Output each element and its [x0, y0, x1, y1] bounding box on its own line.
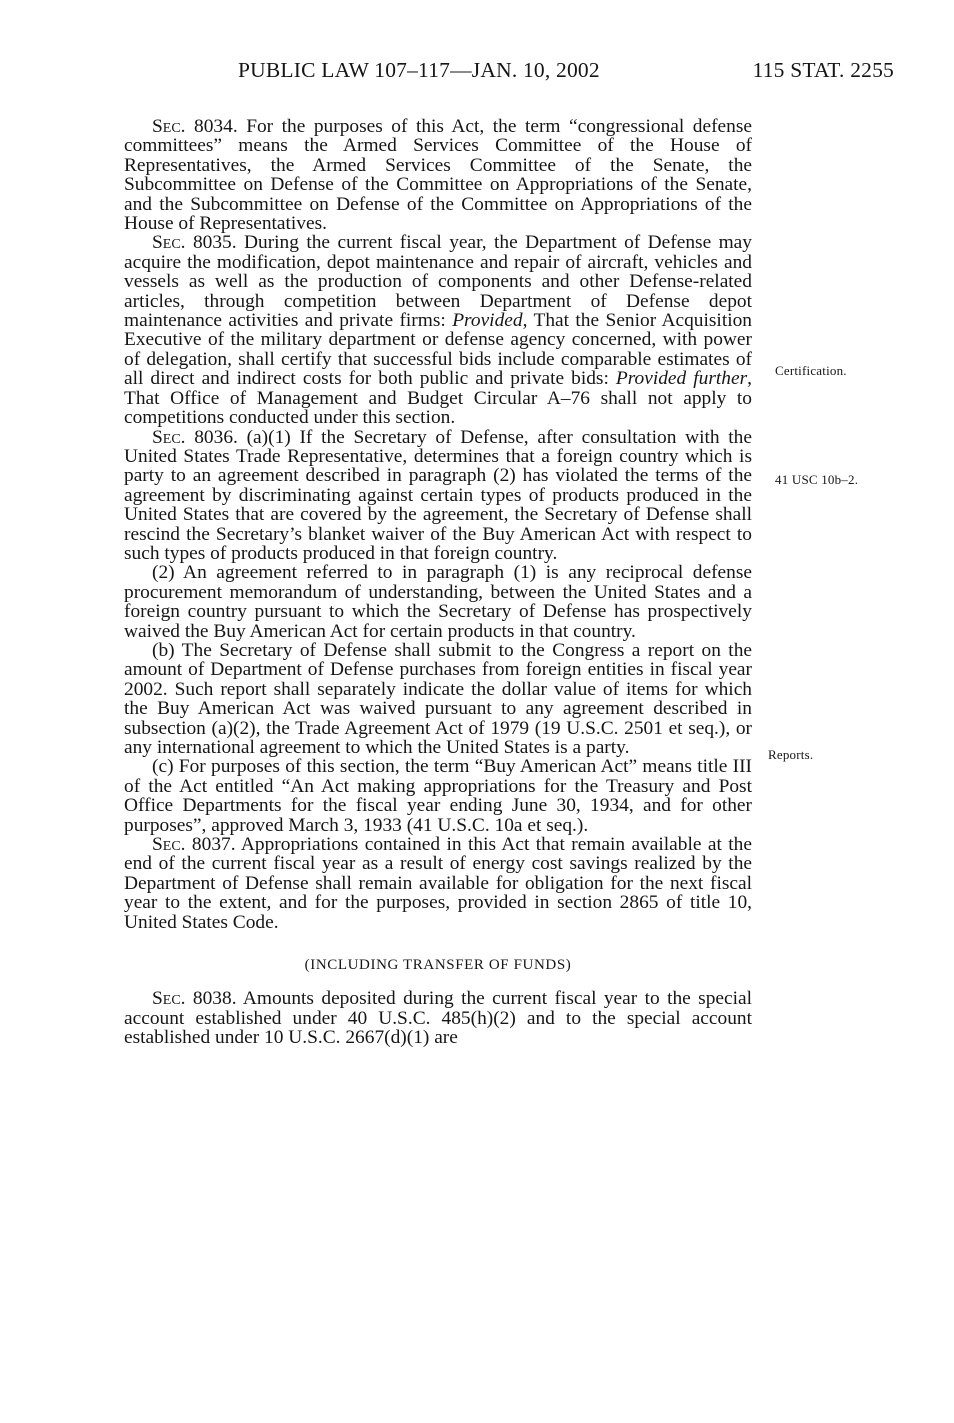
section-8036-a2: (2) An agreement referred to in paragraph (1) is any reciprocal defense procurement memorandum of understanding, between the United States and a foreign country pursuant to which the Secretary of Defense has prospectively waived the Buy American Act for certain products in that country. [124, 562, 752, 642]
body-text [124, 117, 752, 1048]
header-stat-page: 115 STAT. 2255 [752, 58, 894, 82]
proviso: Provided further [615, 368, 748, 390]
proviso: Provided [452, 310, 523, 332]
section-8034 [124, 117, 752, 233]
section-8037 [124, 835, 752, 932]
section-label: Sec. 8036. [152, 426, 238, 448]
section-8036-a1 [124, 428, 752, 564]
section-label: Sec. 8038. [152, 988, 237, 1010]
margin-note-usc: 41 USC 10b–2. [775, 472, 859, 487]
transfer-heading: (INCLUDING TRANSFER OF FUNDS) [304, 957, 572, 974]
section-8035 [124, 233, 752, 427]
page-header [238, 58, 894, 88]
section-text: Appropriations contained in this Act that remain available at the end of the current fiscal year as a result of energy cost savings realized by the Department of Defense shall remain available for obligation for the next fiscal year to the extent, and for the purposes, provided in section 2865 of title 10, United States Code. [124, 834, 752, 933]
header-citation: PUBLIC LAW 107–117—JAN. 10, 2002 [238, 58, 600, 82]
section-text: , That the Senior Acquisition Executive of the military department or defense agency concerned, with power of delegation, shall certify that successful bids include comparable estimates of all direct and indirect costs for both public and private bids: [124, 310, 752, 390]
section-label: Sec. 8034. [152, 116, 238, 137]
margin-note-reports: Reports. [768, 747, 814, 762]
section-label: Sec. 8035. [152, 232, 237, 254]
section-text: , That Office of Management and Budget Circular A–76 shall not apply to competitions conducted under this section. [124, 368, 752, 429]
section-8038 [124, 989, 752, 1047]
section-text: (a)(1) If the Secretary of Defense, after consultation with the United States Trade Representative, determines that a foreign country which is party to an agreement described in paragraph (2) has violated the terms of the agreement by discriminating against certain types of products produced in the United States that are covered by the agreement, the Secretary of Defense shall rescind the Secretary’s blanket waiver of the Buy American Act with respect to such types of products produced in that foreign country. [124, 426, 752, 564]
margin-note-certification: Certification. [775, 363, 847, 378]
section-label: Sec. 8037. [152, 834, 236, 856]
section-text: For the purposes of this Act, the term “congressional defense committees” means the Armed Services Committee of the House of Representatives, the Armed Services Committee of the Senate, the Subcommittee on Defense of the Committee on Appropriations of the Senate, and the Subcommittee on Defense of the Committee on Appropriations of the House of Representatives. [124, 116, 752, 235]
section-text: Amounts deposited during the current fiscal year to the special account established under 40 U.S.C. 485(h)(2) and to the special account established under 10 U.S.C. 2667(d)(1) are [124, 988, 753, 1049]
section-8036-b: (b) The Secretary of Defense shall submit to the Congress a report on the amount of Department of Defense purchases from foreign entities in fiscal year 2002. Such report shall separately indicate the dollar value of items for which the Buy American Act was waived pursuant to any agreement described in subsection (a)(2), the Trade Agreement Act of 1979 (19 U.S.C. 2501 et seq.), or any international agreement to which the United States is a party. [124, 639, 752, 758]
section-text: During the current fiscal year, the Department of Defense may acquire the modification, depot maintenance and repair of aircraft, vehicles and vessels as well as the production of components and other Defense-related articles, through competition between Department of Defense depot maintenance activities and private firms: [124, 232, 752, 332]
section-8036-c: (c) For purposes of this section, the term “Buy American Act” means title III of the Act entitled “An Act making appropriations for the Treasury and Post Office Departments for the fiscal year ending June 30, 1934, and for other purposes”, approved March 3, 1933 (41 U.S.C. 10a et seq.). [124, 756, 752, 836]
